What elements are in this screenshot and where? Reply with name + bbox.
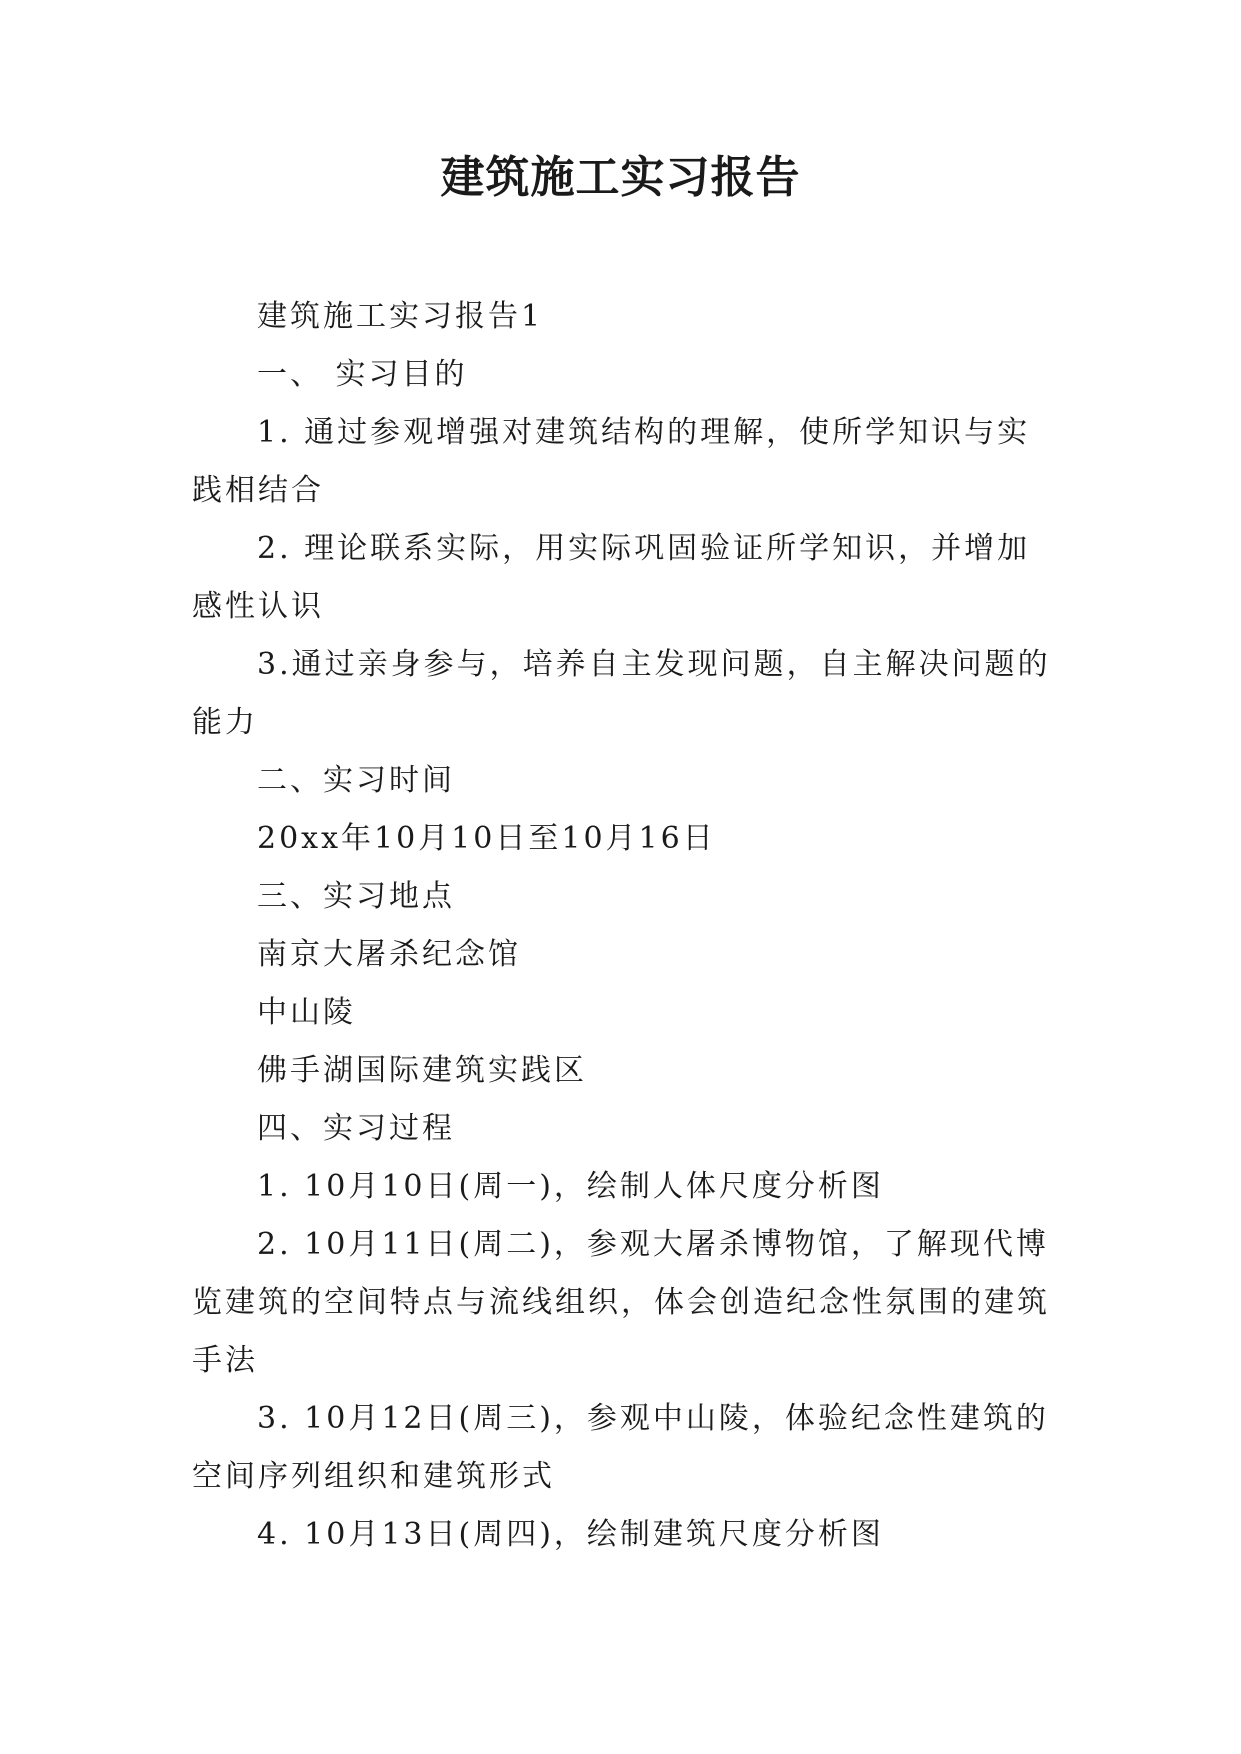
location-item-2: 中山陵 — [257, 995, 356, 1030]
purpose-item-1: 1. 通过参观增强对建筑结构的理解，使所学知识与实践相结合 — [192, 415, 1031, 508]
time-text: 20xx年10月10日至10月16日 — [257, 821, 716, 856]
report-heading: 建筑施工实习报告1 — [257, 299, 544, 334]
process-item-3: 3. 10月12日(周三)，参观中山陵，体验纪念性建筑的空间序列组织和建筑形式 — [192, 1401, 1049, 1494]
process-item-1: 1. 10月10日(周一)，绘制人体尺度分析图 — [257, 1169, 884, 1204]
section-heading-time: 二、实习时间 — [257, 763, 455, 798]
section-heading-location: 三、实习地点 — [257, 879, 455, 914]
location-item-3: 佛手湖国际建筑实践区 — [257, 1053, 587, 1088]
process-item-4: 4. 10月13日(周四)，绘制建筑尺度分析图 — [257, 1517, 884, 1552]
location-item-1: 南京大屠杀纪念馆 — [257, 937, 521, 972]
purpose-item-2: 2. 理论联系实际，用实际巩固验证所学知识，并增加感性认识 — [192, 531, 1031, 624]
document-title: 建筑施工实习报告 — [440, 152, 801, 203]
purpose-item-3: 3.通过亲身参与，培养自主发现问题，自主解决问题的能力 — [192, 647, 1051, 740]
process-item-2: 2. 10月11日(周二)，参观大屠杀博物馆，了解现代博览建筑的空间特点与流线组织，体会创造纪念性氛围的建筑手法 — [192, 1227, 1050, 1378]
section-heading-process: 四、实习过程 — [257, 1111, 455, 1146]
document-body — [192, 288, 1058, 1564]
section-heading-purpose: 一、 实习目的 — [257, 357, 468, 392]
